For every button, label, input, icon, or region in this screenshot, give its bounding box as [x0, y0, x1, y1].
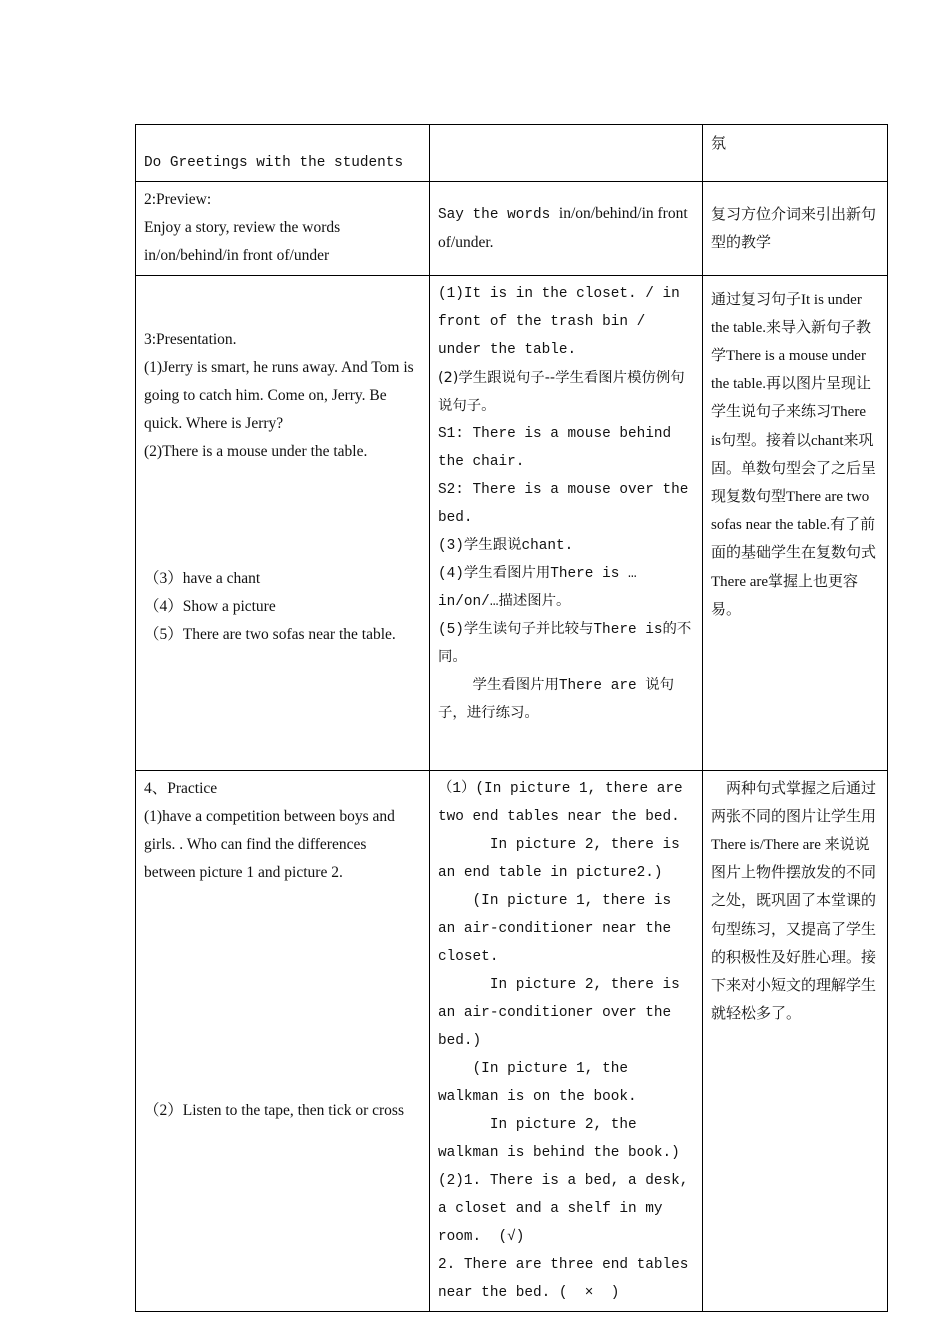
cell-text: (4)学生看图片用There is …in/on/…描述图片。 — [438, 565, 637, 610]
cell-text: (2)There is a mouse under the table. — [144, 443, 368, 461]
student-activity-cell — [430, 125, 703, 182]
cell-text: (2)学生跟说句子--学生看图片模仿例句说句子。 — [438, 369, 685, 414]
activity-cell — [136, 770, 430, 1311]
cell-text: In picture 2, there is an air-conditioner over the bed.) — [438, 976, 689, 1049]
cell-text: (3)学生跟说chant. — [438, 537, 574, 554]
cell-text: S1: There is a mouse behind the chair. — [438, 425, 672, 470]
cell-text: 学生看图片用There are 说句子，进行练习。 — [438, 677, 675, 722]
cell-text: 通过复习句子It is under the table.来导入新句子教学There is a mouse under the table.再以图片呈现让学生说句子来练习There is句型。接着以chant来巩固。单数句型会了之后呈现复数句型There are two sofas near the table.有了前面的基础学生在复数句式There are掌握上也更容易。 — [711, 291, 877, 618]
cell-text: 4、Practice — [144, 779, 218, 797]
table-row — [136, 125, 888, 182]
table-row — [136, 770, 888, 1311]
student-activity-cell — [430, 770, 703, 1311]
cell-text: (1)Jerry is smart, he runs away. And Tom is going to catch him. Come on, Jerry. Be quick. Where is Jerry? — [144, 358, 414, 433]
cell-text: （4）Show a picture — [144, 597, 276, 615]
cell-text: 2. There are three end tables near the bed. ( × ) — [438, 1256, 698, 1301]
table-row — [136, 275, 888, 770]
cell-text: S2: There is a mouse over the bed. — [438, 481, 689, 526]
cell-text: （5）There are two sofas near the table. — [144, 626, 396, 644]
cell-text: (1)have a competition between boys and girls. . Who can find the differences between picture 1 and picture 2. — [144, 807, 395, 882]
activity-cell — [136, 275, 430, 770]
cell-text: In picture 2, the walkman is behind the book.) — [438, 1116, 680, 1161]
cell-text: 3:Presentation. — [144, 330, 237, 348]
cell-text: (1)It is in the closet. / in front of the trash bin / under the table. — [438, 285, 680, 358]
cell-text: (2)1. There is a bed, a desk, a closet and a shelf in my room. (√) — [438, 1172, 698, 1245]
purpose-cell — [703, 182, 888, 276]
cell-text: Enjoy a story, review the words — [144, 219, 341, 237]
table-row — [136, 182, 888, 276]
cell-text: 两种句式掌握之后通过两张不同的图片让学生用There is/There are 来说说图片上物件摆放发的不同之处，既巩固了本堂课的句型练习，又提高了学生的积极性及好胜心理。接下来对小短文的理解学生就轻松多了。 — [711, 780, 877, 1023]
lesson-plan-table — [135, 124, 888, 1312]
cell-text: Do Greetings with the students — [144, 155, 404, 171]
purpose-cell — [703, 125, 888, 182]
cell-text: in/on/behind/in front of/under. — [438, 204, 688, 251]
cell-text: In picture 2, there is an end table in picture2.) — [438, 836, 689, 881]
student-activity-cell — [430, 275, 703, 770]
cell-text: 氛 — [711, 134, 727, 152]
student-activity-cell — [430, 182, 703, 276]
cell-text: (In picture 1, there is an air-conditioner near the closet. — [438, 892, 680, 965]
activity-cell — [136, 182, 430, 276]
purpose-cell — [703, 275, 888, 770]
activity-cell — [136, 125, 430, 182]
cell-text: 2:Preview: — [144, 191, 212, 208]
cell-text: （1）(In picture 1, there are two end tables near the bed. — [438, 780, 692, 825]
cell-text: Say the words — [438, 206, 559, 223]
cell-text: (In picture 1, the walkman is on the book. — [438, 1060, 637, 1105]
cell-text: （3）have a chant — [144, 569, 261, 587]
cell-text: (5)学生读句子并比较与There is的不同。 — [438, 621, 692, 666]
purpose-cell — [703, 770, 888, 1311]
cell-text: 复习方位介词来引出新句型的教学 — [711, 205, 877, 252]
cell-text: in/on/behind/in front of/under — [144, 247, 330, 265]
cell-text: （2）Listen to the tape, then tick or cross — [144, 1102, 404, 1120]
